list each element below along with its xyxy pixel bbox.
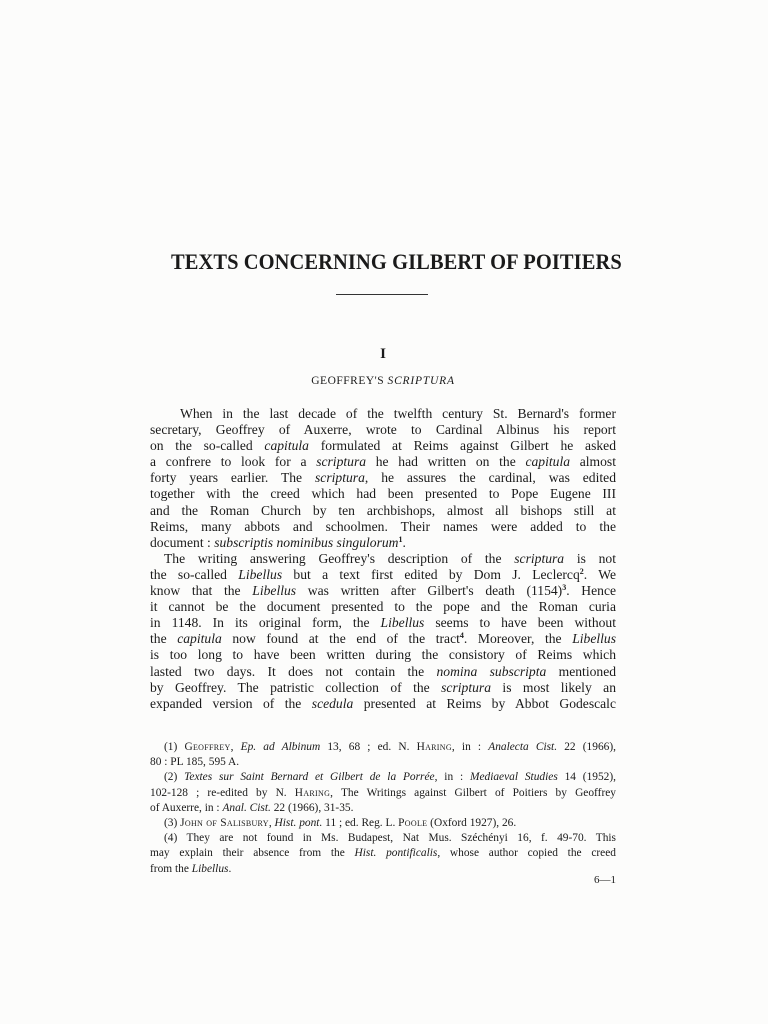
body-line: the so-called Libellus but a text first edited by Dom J. Leclercq$^2$. We — [150, 566, 616, 582]
footnote-ref[interactable]: 2 — [579, 566, 584, 576]
body-text — [150, 406, 616, 712]
folio-number: 6—1 — [594, 874, 616, 886]
footnote-4: (4) They are not found in Ms. Budapest, Nat Mus. Széchényi 16, f. 49-70. This — [164, 832, 616, 845]
body-line: document : subscriptis nominibus singulorum$^1$. — [150, 534, 406, 550]
body-line: it cannot be the document presented to the pope and the Roman curia — [150, 599, 616, 615]
footnote-ref[interactable]: 1 — [398, 534, 403, 544]
footnote-4-cont: from the Libellus. — [150, 862, 232, 875]
title-rule — [336, 294, 428, 295]
section-title — [150, 375, 616, 387]
footnote-4-cont: may explain their absence from the Hist. pontificalis, whose author copied the creed — [150, 847, 616, 860]
body-line: and the Roman Church by ten archbishops, almost all bishops still at — [150, 502, 616, 518]
body-line: know that the Libellus was written after Gilbert's death $(1154)^3$. Hence — [150, 583, 617, 599]
body-line: a confrere to look for a scriptura he had written on the capitula almost — [150, 454, 616, 470]
body-line: forty years earlier. The scriptura, he assures the cardinal, was edited — [150, 470, 616, 486]
footnote-2-cont: 102-128 ; re-edited by N. Haring, The Writings against Gilbert of Poitiers by Geoffrey — [150, 786, 616, 799]
body-line: on the so-called capitula formulated at Reims against Gilbert he asked — [150, 438, 616, 454]
section-numeral: I — [380, 346, 386, 362]
footnotes — [150, 740, 616, 877]
body-line: the capitula now found at the end of the tract$^4$. Moreover, the Libellus — [150, 631, 617, 647]
footnote-1: (1) Geoffrey, Ep. ad Albinum 13, 68 ; ed. N. Haring, in : Analecta Cist. 22 (1966), — [164, 741, 616, 753]
body-line: is too long to have been written during the consistory of Reims which — [150, 647, 616, 663]
body-line: secretary, Geoffrey of Auxerre, wrote to Cardinal Albinus his report — [150, 422, 616, 438]
footnote-1-cont: 80 : PL 185, 595 A. — [150, 756, 240, 769]
body-line: Reims, many abbots and schoolmen. Their names were added to the — [150, 518, 616, 534]
footnote-ref[interactable]: 4 — [459, 631, 464, 641]
body-line: When in the last decade of the twelfth century St. Bernard's former — [180, 406, 616, 421]
section-title-plain: GEOFFREY'S — [311, 375, 388, 387]
body-line: expanded version of the scedula presented at Reims by Abbot Godescalc — [150, 695, 616, 711]
book-page — [150, 0, 622, 1024]
section-title-italic: SCRIPTURA — [387, 375, 455, 387]
body-line: by Geoffrey. The patristic collection of the scriptura is most likely an — [150, 679, 617, 695]
footnote-2-cont: of Auxerre, in : Anal. Cist. 22 (1966), 31-35. — [150, 801, 354, 814]
body-line: lasted two days. It does not contain the nomina subscripta mentioned — [150, 663, 617, 679]
footnote-3: (3) John of Salisbury, Hist. pont. 11 ; ed. Reg. L. Poole (Oxford 1927), 26. — [164, 816, 517, 829]
body-line: The writing answering Geoffrey's description of the scriptura is not — [164, 550, 616, 566]
footnote-ref[interactable]: 3 — [562, 583, 567, 593]
body-line: in 1148. In its original form, the Libellus seems to have been without — [150, 615, 616, 631]
page-title: TEXTS CONCERNING GILBERT OF POITIERS — [170, 249, 622, 274]
body-line: together with the creed which had been presented to Pope Eugene III — [150, 486, 616, 502]
footnote-2: (2) Textes sur Saint Bernard et Gilbert de la Porrée, in : Mediaeval Studies 14 (1952), — [164, 771, 616, 784]
